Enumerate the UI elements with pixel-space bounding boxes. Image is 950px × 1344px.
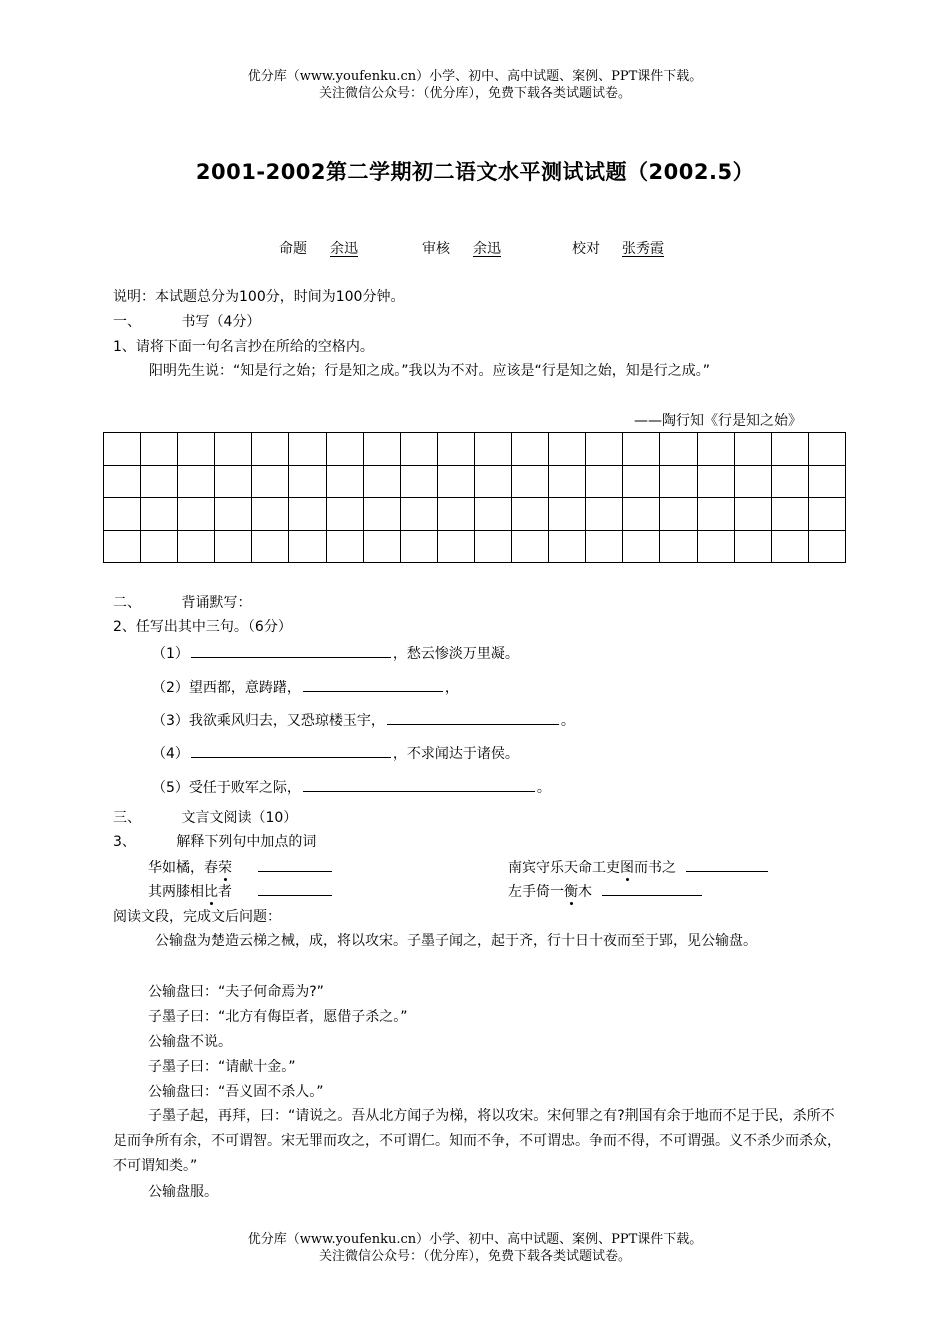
grid-cell[interactable] <box>400 498 437 531</box>
word-blank-4[interactable] <box>602 880 702 896</box>
author-name: 余迅 <box>330 241 358 257</box>
grid-cell[interactable] <box>141 433 178 466</box>
word-item-1 <box>148 856 334 878</box>
recite-item-3-suffix: 。 <box>560 713 575 729</box>
recite-item-4-prefix: （4） <box>152 746 189 762</box>
grid-cell[interactable] <box>586 465 623 498</box>
grid-cell[interactable] <box>326 465 363 498</box>
word-item-4-text: 左手倚一 <box>508 884 564 900</box>
grid-cell[interactable] <box>363 433 400 466</box>
question-3-title: 解释下列句中加点的词 <box>176 834 317 850</box>
grid-cell[interactable] <box>734 465 771 498</box>
grid-cell[interactable] <box>660 498 697 531</box>
recite-blank-1[interactable] <box>191 642 391 658</box>
section-2-title: 背诵默写： <box>181 595 252 611</box>
grid-cell[interactable] <box>586 498 623 531</box>
grid-row <box>104 498 846 531</box>
grid-cell[interactable] <box>437 530 474 563</box>
recite-item-2-suffix: ， <box>444 680 459 696</box>
grid-cell[interactable] <box>586 433 623 466</box>
word-item-4-tail: 木 <box>578 884 592 900</box>
word-item-3-text: 其两膝相 <box>148 884 204 900</box>
recite-item-2-prefix: （2）望西都，意踌躇， <box>152 680 301 696</box>
recite-item-3-prefix: （3）我欲乘风归去，又恐琼楼玉宇， <box>152 713 385 729</box>
grid-cell[interactable] <box>178 433 215 466</box>
grid-cell[interactable] <box>474 433 511 466</box>
word-item-4 <box>508 880 704 902</box>
watermark-line-1: 优分库（www.youfenku.cn）小学、初中、高中试题、案例、PPT课件下载。 <box>247 69 703 84</box>
question-1: 1、请将下面一句名言抄在所给的空格内。 <box>113 339 374 355</box>
recite-item-2 <box>152 676 459 698</box>
grid-row <box>104 433 846 466</box>
grid-cell[interactable] <box>326 498 363 531</box>
grid-cell[interactable] <box>363 530 400 563</box>
word-blank-2[interactable] <box>686 856 768 872</box>
question-3-number: 3、 <box>113 834 136 850</box>
section-1-title: 书写（4分） <box>181 314 261 330</box>
grid-cell[interactable] <box>697 433 734 466</box>
grid-cell[interactable] <box>697 465 734 498</box>
grid-cell[interactable] <box>512 498 549 531</box>
passage-paragraph-2: 子墨子起，再拜，曰：“请说之。吾从北方闻子为梯，将以攻宋。宋何罪之有?荆国有余于地而不足于民，杀所不足而争所有余，不可谓智。宋无罪而攻之，不可谓仁。知而不争，不可谓忠。争而不得，不可谓强。义不杀少而杀众，不可谓知类。” <box>113 1108 841 1174</box>
dotted-word-1: 荣 <box>218 860 232 876</box>
section-2-heading <box>113 593 251 613</box>
grid-cell[interactable] <box>549 465 586 498</box>
grid-cell[interactable] <box>400 530 437 563</box>
section-3-title: 文言文阅读（10） <box>181 810 298 826</box>
header-watermark <box>0 68 950 102</box>
grid-cell[interactable] <box>437 433 474 466</box>
recite-item-1-suffix: ，愁云惨淡万里凝。 <box>392 646 519 662</box>
grid-cell[interactable] <box>512 530 549 563</box>
dotted-word-4: 衡 <box>564 884 578 900</box>
grid-cell[interactable] <box>623 465 660 498</box>
word-item-2-tail: 而书之 <box>634 860 676 876</box>
reviewer-name: 余迅 <box>473 241 501 257</box>
grid-row <box>104 465 846 498</box>
grid-cell[interactable] <box>104 530 141 563</box>
dialogue-line-3: 公输盘不说。 <box>148 1034 232 1050</box>
grid-cell[interactable] <box>549 530 586 563</box>
author-label: 命题 <box>279 241 307 257</box>
recite-item-5-prefix: （5）受任于败军之际， <box>152 780 301 796</box>
grid-cell[interactable] <box>771 465 808 498</box>
grid-cell[interactable] <box>215 465 252 498</box>
grid-cell[interactable] <box>771 530 808 563</box>
reviewer-label: 审核 <box>422 241 450 257</box>
grid-cell[interactable] <box>734 530 771 563</box>
word-item-3 <box>148 880 334 902</box>
grid-cell[interactable] <box>363 465 400 498</box>
grid-cell[interactable] <box>252 465 289 498</box>
recite-item-1 <box>152 642 519 664</box>
grid-cell[interactable] <box>660 433 697 466</box>
grid-cell[interactable] <box>104 433 141 466</box>
grid-cell[interactable] <box>512 433 549 466</box>
grid-cell[interactable] <box>289 433 326 466</box>
grid-cell[interactable] <box>771 498 808 531</box>
grid-cell[interactable] <box>215 498 252 531</box>
grid-cell[interactable] <box>289 498 326 531</box>
question-3 <box>113 832 316 852</box>
grid-cell[interactable] <box>623 530 660 563</box>
section-2-number: 二、 <box>113 595 141 611</box>
word-item-2 <box>508 856 770 878</box>
grid-cell[interactable] <box>808 465 845 498</box>
section-3-heading <box>113 808 297 828</box>
footer-watermark-line-2: 关注微信公众号：（优分库），免费下载各类试题试卷。 <box>318 1249 631 1264</box>
grid-cell[interactable] <box>104 498 141 531</box>
word-blank-1[interactable] <box>258 856 332 872</box>
dotted-word-3: 比 <box>204 884 218 900</box>
grid-cell[interactable] <box>697 530 734 563</box>
recite-blank-4[interactable] <box>191 742 391 758</box>
passage-paragraph-1: 公输盘为楚造云梯之械，成，将以攻宋。子墨子闻之，起于齐，行十日十夜而至于郢，见公输盘。 <box>155 933 757 949</box>
section-1-heading <box>113 312 260 332</box>
question-2: 2、任写出其中三句。（6分） <box>113 619 292 635</box>
grid-cell[interactable] <box>104 465 141 498</box>
recite-item-5-suffix: 。 <box>536 780 551 796</box>
grid-cell[interactable] <box>252 530 289 563</box>
grid-cell[interactable] <box>549 433 586 466</box>
section-3-number: 三、 <box>113 810 141 826</box>
recite-blank-2[interactable] <box>303 676 443 692</box>
recite-blank-5[interactable] <box>303 776 535 792</box>
grid-cell[interactable] <box>549 498 586 531</box>
grid-cell[interactable] <box>363 498 400 531</box>
word-blank-3[interactable] <box>258 880 332 896</box>
dialogue-line-2: 子墨子曰：“北方有侮臣者，愿借子杀之。” <box>148 1009 408 1025</box>
recite-item-5 <box>152 776 551 798</box>
grid-cell[interactable] <box>178 530 215 563</box>
grid-cell[interactable] <box>289 465 326 498</box>
grid-cell[interactable] <box>734 498 771 531</box>
page-title: 2001-2002第二学期初二语文水平测试试题（2002.5） <box>195 160 755 184</box>
word-item-2-text: 南宾守乐天命工吏 <box>508 860 620 876</box>
dotted-word-2: 图 <box>620 860 634 876</box>
grid-cell[interactable] <box>437 465 474 498</box>
recite-item-4-suffix: ，不求闻达于诸侯。 <box>392 746 519 762</box>
grid-cell[interactable] <box>400 433 437 466</box>
grid-cell[interactable] <box>808 498 845 531</box>
grid-cell[interactable] <box>326 530 363 563</box>
grid-cell[interactable] <box>697 498 734 531</box>
writing-grid[interactable] <box>103 432 846 563</box>
grid-cell[interactable] <box>289 530 326 563</box>
grid-cell[interactable] <box>178 465 215 498</box>
recite-item-3 <box>152 709 575 731</box>
reading-intro: 阅读文段，完成文后问题： <box>113 909 281 925</box>
proofreader-name: 张秀霞 <box>622 241 664 257</box>
grid-cell[interactable] <box>771 433 808 466</box>
grid-cell[interactable] <box>178 498 215 531</box>
grid-cell[interactable] <box>512 465 549 498</box>
grid-cell[interactable] <box>437 498 474 531</box>
grid-cell[interactable] <box>474 498 511 531</box>
grid-cell[interactable] <box>586 530 623 563</box>
dialogue-line-1: 公输盘曰：“夫子何命焉为?” <box>148 984 324 1000</box>
grid-cell[interactable] <box>623 498 660 531</box>
recite-item-4 <box>152 742 519 764</box>
footer-watermark-line-1: 优分库（www.youfenku.cn）小学、初中、高中试题、案例、PPT课件下载。 <box>247 1232 703 1247</box>
grid-cell[interactable] <box>252 498 289 531</box>
grid-cell[interactable] <box>623 433 660 466</box>
grid-cell[interactable] <box>215 530 252 563</box>
grid-row <box>104 530 846 563</box>
dialogue-line-6: 公输盘服。 <box>148 1184 218 1200</box>
quote-paragraph: 阳明先生说：“知是行之始；行是知之成。”我以为不对。应该是“行是知之始，知是行之成。” <box>149 363 711 379</box>
footer-watermark <box>0 1231 950 1265</box>
grid-cell[interactable] <box>734 433 771 466</box>
grid-cell[interactable] <box>141 498 178 531</box>
proofreader-label: 校对 <box>572 241 600 257</box>
grid-cell[interactable] <box>141 530 178 563</box>
grid-cell[interactable] <box>400 465 437 498</box>
grid-cell[interactable] <box>808 530 845 563</box>
watermark-line-2: 关注微信公众号：（优分库），免费下载各类试题试卷。 <box>318 86 631 101</box>
word-item-1-text: 华如橘，春 <box>148 860 218 876</box>
grid-cell[interactable] <box>141 465 178 498</box>
dialogue-line-4: 子墨子曰：“请献十金。” <box>148 1059 296 1075</box>
quote-source: ——陶行知《行是知之始》 <box>634 413 802 429</box>
grid-cell[interactable] <box>215 433 252 466</box>
grid-cell[interactable] <box>474 465 511 498</box>
word-item-3-tail: 者 <box>218 884 232 900</box>
grid-cell[interactable] <box>808 433 845 466</box>
grid-cell[interactable] <box>474 530 511 563</box>
grid-cell[interactable] <box>326 433 363 466</box>
recite-blank-3[interactable] <box>387 709 559 725</box>
instructions-note: 说明：本试题总分为100分，时间为100分钟。 <box>113 289 405 305</box>
grid-cell[interactable] <box>252 433 289 466</box>
grid-cell[interactable] <box>660 530 697 563</box>
section-1-number: 一、 <box>113 314 141 330</box>
dialogue-line-5: 公输盘曰：“吾义固不杀人。” <box>148 1084 324 1100</box>
grid-cell[interactable] <box>660 465 697 498</box>
recite-item-1-prefix: （1） <box>152 646 189 662</box>
